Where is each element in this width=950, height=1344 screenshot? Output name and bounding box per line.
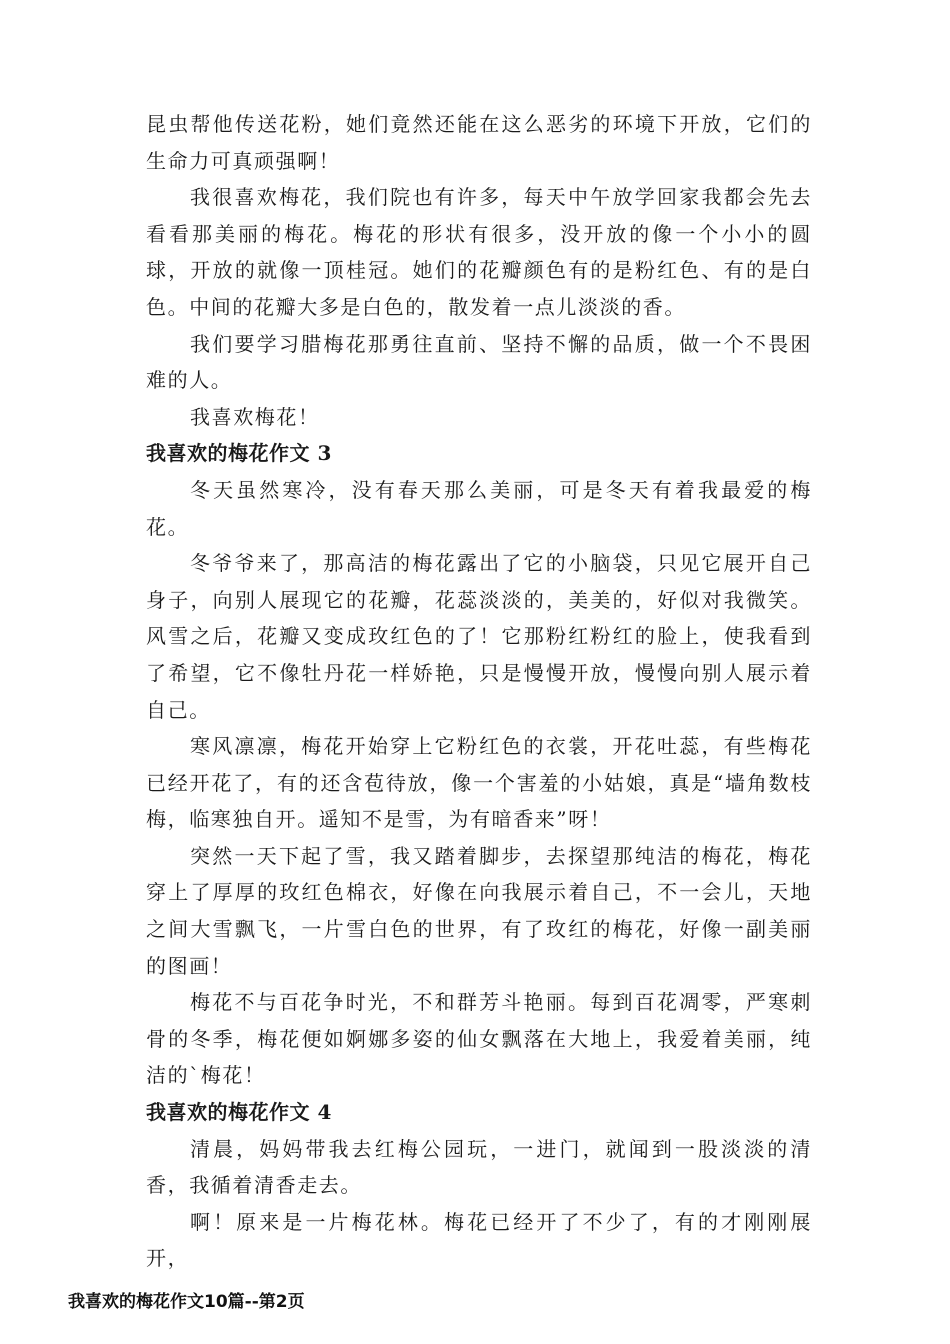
paragraph: 清晨，妈妈带我去红梅公园玩，一进门，就闻到一股淡淡的清香，我循着清香走去。 (146, 1136, 812, 1198)
paragraph: 梅花不与百花争时光，不和群芳斗艳丽。每到百花凋零，严寒刺骨的冬季，梅花便如婀娜多姿的仙女飘落在大地上，我爱着美丽，纯洁的`梅花！ (146, 990, 812, 1088)
paragraph: 冬天虽然寒冷，没有春天那么美丽，可是冬天有着我最爱的梅花。 (146, 477, 812, 539)
paragraph: 我喜欢梅花！ (190, 404, 320, 429)
paragraph: 我们要学习腊梅花那勇往直前、坚持不懈的品质，做一个不畏困难的人。 (146, 331, 812, 393)
paragraph: 啊！原来是一片梅花林。梅花已经开了不少了，有的才刚刚展开， (146, 1209, 812, 1271)
paragraph: 冬爷爷来了，那高洁的梅花露出了它的小脑袋，只见它展开自己身子，向别人展现它的花瓣，花蕊淡淡的，美美的，好似对我微笑。风雪之后，花瓣又变成玫红色的了！它那粉红粉红的脸上，使我看到了希望，它不像牡丹花一样娇艳，只是慢慢开放，慢慢向别人展示着自己。 (146, 551, 812, 722)
paragraph: 昆虫帮他传送花粉，她们竟然还能在这么恶劣的环境下开放，它们的生命力可真顽强啊！ (146, 112, 812, 173)
paragraph: 我很喜欢梅花，我们院也有许多，每天中午放学回家我都会先去看看那美丽的梅花。梅花的形状有很多，没开放的像一个小小的圆球，开放的就像一顶桂冠。她们的花瓣颜色有的是粉红色、有的是白色。中间的花瓣大多是白色的，散发着一点儿淡淡的香。 (146, 185, 812, 319)
paragraph: 寒风凛凛，梅花开始穿上它粉红色的衣裳，开花吐蕊，有些梅花已经开花了，有的还含苞待放，像一个害羞的小姑娘，真是“墙角数枝梅，临寒独自开。遥知不是雪，为有暗香来”呀！ (146, 734, 812, 832)
page-footer: 我喜欢的梅花作文10篇--第2页 (68, 1292, 305, 1312)
paragraph: 突然一天下起了雪，我又踏着脚步，去探望那纯洁的梅花，梅花穿上了厚厚的玫红色棉衣，好像在向我展示着自己，不一会儿，天地之间大雪飘飞，一片雪白色的世界，有了玫红的梅花，好像一副美丽的图画！ (146, 843, 812, 978)
section-heading: 我喜欢的梅花作文 4 (146, 1100, 332, 1125)
document-body (146, 106, 812, 1277)
section-heading: 我喜欢的梅花作文 3 (146, 441, 332, 466)
